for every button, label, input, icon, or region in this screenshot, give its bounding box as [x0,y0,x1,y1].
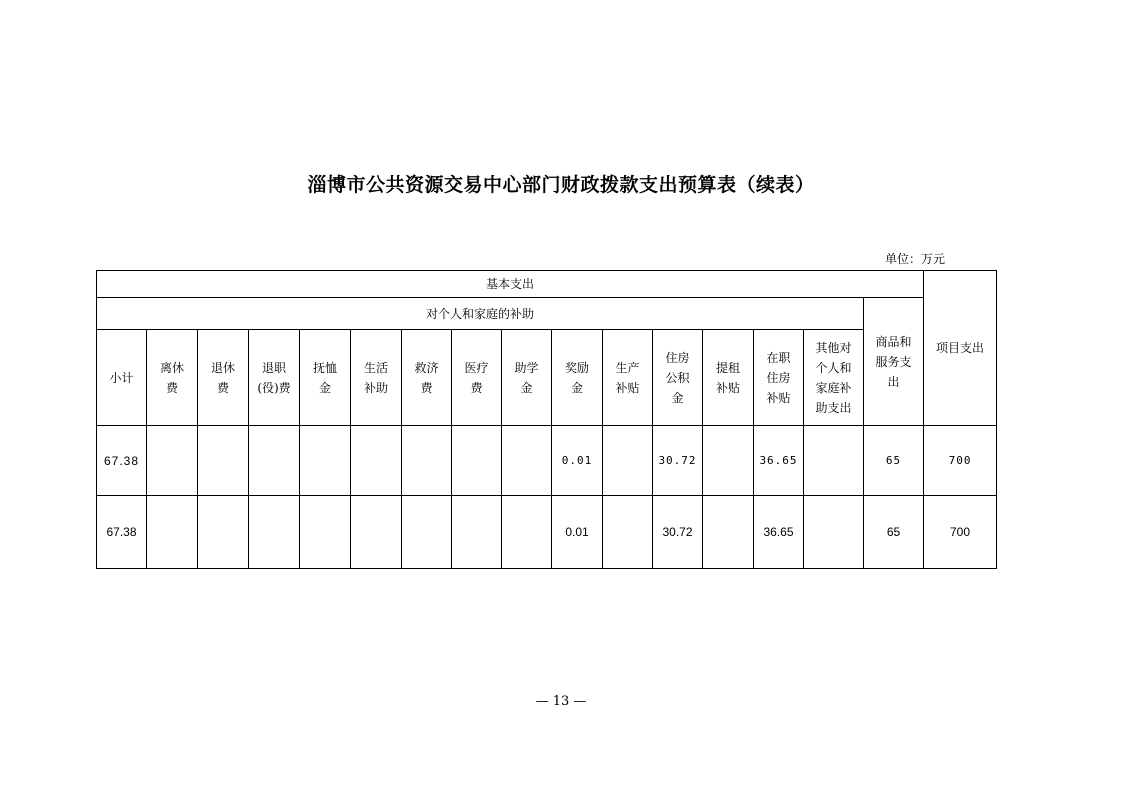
table-cell [402,426,452,496]
col-header: 离休 费 [147,330,198,426]
table-cell: 0.01 [552,426,603,496]
table-cell [452,426,502,496]
table-cell [351,426,402,496]
table-row [97,426,997,496]
col-header: 抚恤 金 [300,330,351,426]
table-cell: 700 [924,426,997,496]
table-cell [603,426,653,496]
col-header: 退职 (役)费 [249,330,300,426]
table-cell [300,496,351,569]
table-cell [452,496,502,569]
table-cell [351,496,402,569]
col-header: 在职 住房 补贴 [754,330,804,426]
table-cell [249,496,300,569]
table-cell [603,496,653,569]
table-cell [703,426,754,496]
col-header: 奖励 金 [552,330,603,426]
table-cell [804,426,864,496]
table-cell [198,426,249,496]
table-cell: 700 [924,496,997,569]
col-header: 助学 金 [502,330,552,426]
col-header: 生产 补贴 [603,330,653,426]
table-cell: 67.38 [97,426,147,496]
col-header: 医疗 费 [452,330,502,426]
table-cell: 0.01 [552,496,603,569]
table-cell [198,496,249,569]
col-header: 生活 补助 [351,330,402,426]
budget-table [96,270,997,569]
col-header: 提租 补贴 [703,330,754,426]
col-header: 其他对 个人和 家庭补 助支出 [804,330,864,426]
col-header: 救济 费 [402,330,452,426]
header-basic: 基本支出 [97,271,924,298]
unit-label: 单位：万元 [885,252,946,266]
table-cell [703,496,754,569]
header-goods: 商品和 服务支 出 [864,298,924,426]
table-cell [502,426,552,496]
table-row [97,496,997,569]
table-cell [502,496,552,569]
table-cell [147,496,198,569]
table-cell [300,426,351,496]
table-cell: 65 [864,426,924,496]
table-cell: 30.72 [653,426,703,496]
page-number: — 13 — [535,694,587,709]
col-header: 退休 费 [198,330,249,426]
table-cell: 36.65 [754,496,804,569]
page-title: 淄博市公共资源交易中心部门财政拨款支出预算表（续表） [307,174,815,196]
col-header: 小计 [97,330,147,426]
table-cell: 65 [864,496,924,569]
column-header-row [97,330,997,426]
table-cell: 30.72 [653,496,703,569]
table-cell: 36.65 [754,426,804,496]
table-cell [147,426,198,496]
table-cell [402,496,452,569]
header-project: 项目支出 [924,271,997,426]
header-personal: 对个人和家庭的补助 [97,298,864,330]
table-cell [249,426,300,496]
table-cell [804,496,864,569]
table-cell: 67.38 [97,496,147,569]
col-header: 住房 公积 金 [653,330,703,426]
